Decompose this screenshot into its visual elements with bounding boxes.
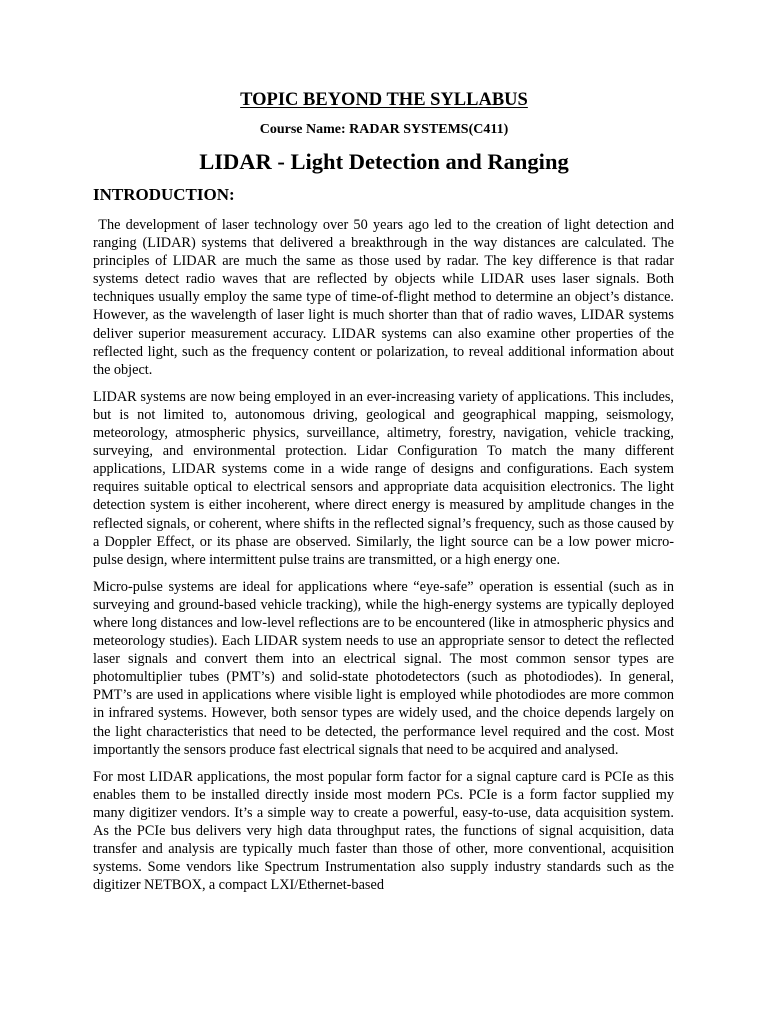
- paragraph-4: For most LIDAR applications, the most popular form factor for a signal capture card is PCIe as this enables them to be installed directly inside most modern PCs. PCIe is a form factor supplied my many digitizer vendors. It’s a simple way to create a powerful, easy-to-use, data acquisition system. As the PCIe bus delivers very high data throughput rates, the functions of signal acquisition, data transfer and analysis are typically much faster than those of other, more conventional, acquisition systems. Some vendors like Spectrum Instrumentation also supply industry standards such as the digitizer NETBOX, a compact LXI/Ethernet-based: [93, 768, 674, 894]
- topic-heading: TOPIC BEYOND THE SYLLABUS: [240, 90, 528, 110]
- course-name: Course Name: RADAR SYSTEMS(C411): [259, 122, 509, 137]
- paragraph-1: The development of laser technology over 50 years ago led to the creation of light detection and ranging (LIDAR) systems that delivered a breakthrough in the way distances are calculated. The principles of LIDAR are much the same as those used by radar. The key difference is that radar systems detect radio waves that are reflected by objects while LIDAR uses laser signals. Both techniques usually employ the same type of time-of-flight method to determine an object’s distance. However, as the wavelength of laser light is much shorter than that of radio waves, LIDAR systems deliver superior measurement accuracy. LIDAR systems can also examine other properties of the reflected light, such as the frequency content or polarization, to reveal additional information about the object.: [93, 217, 674, 378]
- body-text: [93, 216, 674, 903]
- document-title: LIDAR - Light Detection and Ranging: [199, 149, 569, 174]
- paragraph-3: Micro-pulse systems are ideal for applications where “eye-safe” operation is essential (such as in surveying and ground-based vehicle tracking), while the high-energy systems are typically deployed where long distances and low-level reflections are to be encountered (like in atmospheric physics and meteorology studies). Each LIDAR system needs to use an appropriate sensor to detect the reflected laser signals and convert them into an electrical signal. The most common sensor types are photomultiplier tubes (PMT’s) and solid-state photodetectors (such as photodiodes). In general, PMT’s are used in applications where visible light is employed while photodiodes are more common in infrared systems. However, both sensor types are widely used, and the choice depends largely on the light characteristics that need to be detected, the performance level required and the cost. Most importantly the sensors produce fast electrical signals that need to be acquired and analysed.: [93, 578, 674, 758]
- paragraph-2: LIDAR systems are now being employed in an ever-increasing variety of applications. This includes, but is not limited to, autonomous driving, geological and geographical mapping, seismology, meteorology, atmospheric physics, surveillance, altimetry, forestry, navigation, vehicle tracking, surveying, and environmental protection. Lidar Configuration To match the many different applications, LIDAR systems come in a wide range of designs and configurations. Each system requires suitable optical to electrical sensors and appropriate data acquisition electronics. The light detection system is either incoherent, where direct energy is measured by amplitude changes in the reflected signals, or coherent, where shifts in the reflected signal’s frequency, such as those caused by a Doppler Effect, or its phase are observed. Similarly, the light source can be a low power micro-pulse design, where intermittent pulse trains are transmitted, or a high energy one.: [93, 388, 674, 568]
- section-heading: INTRODUCTION:: [93, 185, 235, 204]
